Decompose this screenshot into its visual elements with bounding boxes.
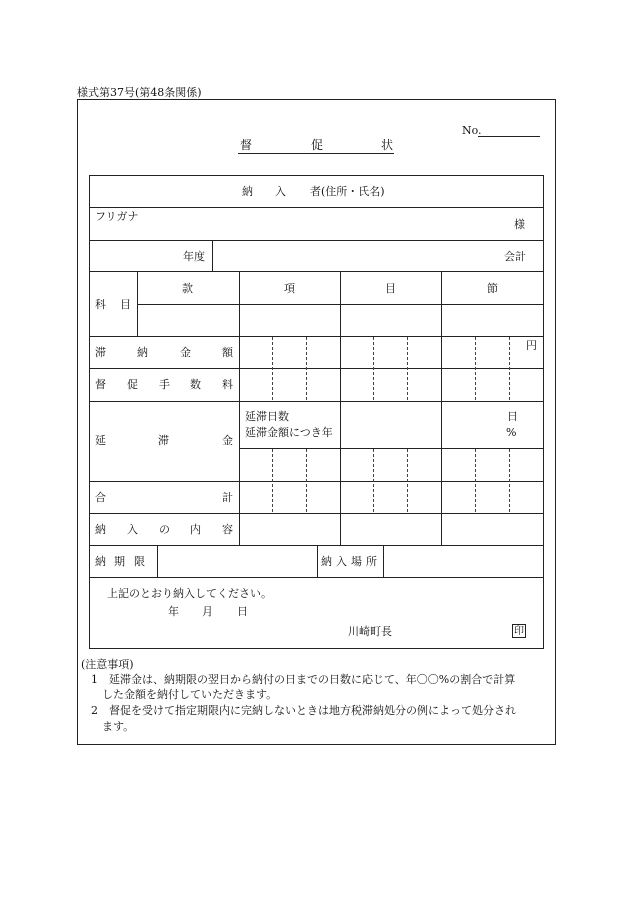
arrears-label-char: 滞 [95, 346, 106, 359]
column-setsu: 節 [487, 282, 498, 295]
fee-label-char: 料 [222, 378, 233, 391]
date-year-char: 年 [168, 605, 179, 618]
account-label: 会計 [504, 250, 526, 263]
row-line [89, 271, 544, 272]
digit-separator [509, 337, 510, 400]
place-label-char: 所 [366, 555, 377, 568]
seal-stamp: 印 [514, 626, 524, 637]
content-label-char: 納 [95, 523, 106, 536]
column-line [212, 240, 213, 271]
late-days-label: 延滞日数 [245, 410, 289, 423]
column-line [137, 271, 138, 336]
column-kou: 項 [284, 282, 295, 295]
late-fee-label-char: 金 [222, 434, 233, 447]
row-line [89, 513, 544, 514]
arrears-label-char: 金 [180, 346, 191, 359]
title-char: 促 [311, 138, 324, 152]
title-char: 状 [381, 138, 394, 152]
digit-separator [407, 449, 408, 512]
date-month-char: 月 [202, 605, 213, 618]
late-fee-label-char: 滞 [158, 434, 169, 447]
row-line [89, 401, 544, 402]
content-label-char: の [159, 523, 170, 536]
form-number: 様式第37号(第48条関係) [77, 86, 202, 99]
row-line [89, 240, 544, 241]
payment-request-text: 上記のとおり納入してください。 [107, 587, 272, 600]
payer-header-char: 入 [275, 185, 286, 198]
column-line [383, 545, 384, 577]
content-label-char: 容 [222, 523, 233, 536]
deadline-label-char: 期 [114, 555, 125, 568]
late-fee-label-char: 延 [95, 434, 106, 447]
fee-label-char: 督 [95, 378, 106, 391]
content-label-char: 入 [127, 523, 138, 536]
furigana-label: フリガナ [95, 210, 139, 223]
column-line [157, 545, 158, 577]
date-day-char: 日 [237, 605, 248, 618]
note-item-2-line-1: 2 督促を受けて指定期限内に完納しないときは地方税滞納処分の例によって処分され [91, 704, 516, 717]
payer-header-char: 納 [242, 185, 253, 198]
content-label-char: 内 [190, 523, 201, 536]
digit-separator [373, 337, 374, 400]
place-label-char: 入 [336, 555, 347, 568]
percent-unit: % [506, 426, 517, 439]
fiscal-year-label: 年度 [183, 250, 205, 263]
digit-separator [306, 337, 307, 400]
deadline-label-char: 納 [95, 555, 106, 568]
category-label-char: 目 [120, 298, 131, 311]
issuer-name: 川崎町長 [348, 625, 392, 638]
digit-separator [475, 449, 476, 512]
digit-separator [407, 337, 408, 400]
digit-separator [306, 449, 307, 512]
column-line [239, 271, 240, 545]
total-label-char: 合 [95, 491, 106, 504]
column-line [317, 545, 318, 577]
arrears-label-char: 額 [222, 346, 233, 359]
yen-unit: 円 [526, 339, 537, 352]
notes-heading: (注意事項) [81, 658, 134, 671]
deadline-label-char: 限 [134, 555, 145, 568]
day-unit: 日 [507, 410, 518, 423]
digit-separator [272, 337, 273, 400]
fee-label-char: 数 [190, 378, 201, 391]
number-field-line [478, 136, 540, 137]
title-underline [238, 153, 394, 154]
place-label-char: 納 [321, 555, 332, 568]
note-item-1-line-1: 1 延滞金は、納期限の翌日から納付の日までの日数に応じて、年〇〇%の割合で計算 [91, 673, 516, 686]
arrears-label-char: 納 [137, 346, 148, 359]
total-label-char: 計 [222, 491, 233, 504]
payer-header-char: 者(住所・氏名) [310, 185, 385, 198]
column-line [340, 271, 341, 545]
column-moku: 目 [385, 282, 396, 295]
column-line [441, 271, 442, 545]
row-line [239, 448, 544, 449]
note-item-2-line-2: ます。 [102, 720, 135, 733]
late-rate-label: 延滞金額につき年 [245, 426, 333, 439]
column-kan: 款 [182, 282, 193, 295]
note-item-1-line-2: した金額を納付していただきます。 [102, 688, 278, 701]
place-label-char: 場 [351, 555, 362, 568]
row-line [89, 577, 544, 578]
row-line [89, 207, 544, 208]
digit-separator [272, 449, 273, 512]
honorific-sama: 様 [514, 218, 525, 231]
title-char: 督 [240, 138, 253, 152]
fee-label-char: 促 [127, 378, 138, 391]
number-label: No. [462, 124, 482, 137]
digit-separator [475, 337, 476, 400]
digit-separator [373, 449, 374, 512]
category-label-char: 科 [95, 298, 106, 311]
digit-separator [509, 449, 510, 512]
fee-label-char: 手 [159, 378, 170, 391]
